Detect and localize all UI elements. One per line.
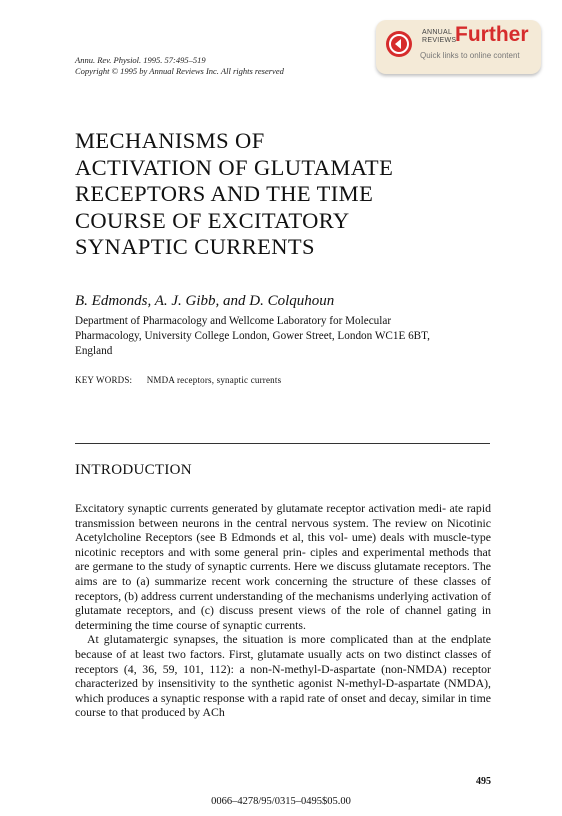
text-line: At glutamatergic synapses, the situation is more complicated than at the — [87, 632, 447, 647]
body-text — [75, 501, 491, 720]
page-number: 495 — [476, 776, 491, 787]
text-line: N-methyl-D-aspartate (NMDA), which produces a synaptic response with a — [75, 676, 492, 705]
annual-reviews-wordmark: ANNUAL REVIEWS — [422, 29, 457, 44]
text-line: ate rapid transmission between neurons in the central nervous system. The — [75, 501, 491, 530]
title-line: ACTIVATION OF GLUTAMATE — [75, 154, 394, 180]
title-line: SYNAPTIC CURRENTS — [75, 234, 315, 259]
journal-citation — [75, 55, 284, 77]
keywords-label: KEY WORDS: — [75, 375, 133, 385]
section-divider — [75, 443, 490, 444]
title-line: COURSE OF EXCITATORY — [75, 207, 350, 233]
footer-code: 0066–4278/95/0315–0495$05.00 — [211, 796, 351, 807]
annual-reviews-play-icon — [386, 31, 412, 57]
further-label: Further — [455, 23, 529, 46]
text-line: endplate because of at least two factors. First, glutamate usually acts on two — [75, 632, 492, 661]
paragraph — [75, 501, 491, 632]
text-line: Excitatory synaptic currents generated by glutamate receptor activation medi- — [75, 501, 447, 515]
text-line: distinct classes of receptors (4, 36, 59, 101, 112): a non-N-methyl-D-aspartate — [75, 646, 492, 676]
further-tagline: Quick links to online content — [420, 51, 520, 60]
authors: B. Edmonds, A. J. Gibb, and D. Colquhoun — [75, 293, 335, 309]
citation-line: Annu. Rev. Physiol. 1995. 57:495–519 — [75, 55, 206, 65]
text-line: receptors, and (c) discuss present views of the role of channel gating in — [126, 603, 491, 618]
text-line: recent work concerning the structure of these classes of receptors, (b) address — [75, 573, 491, 603]
section-heading: INTRODUCTION — [75, 462, 192, 478]
affiliation-line: England — [75, 345, 113, 357]
article-title — [75, 128, 495, 261]
keywords — [75, 375, 281, 385]
text-line: review on Nicotinic Acetylcholine Receptors (see B Edmonds et al, this vol- — [75, 515, 491, 545]
text-line: rapid rate of onset and decay, similar in time course to that produced by ACh — [75, 690, 491, 720]
text-line: (non-NMDA) receptor characterized by insensitivity to the synthetic agonist — [75, 661, 491, 691]
text-line: ciples and experimental methods that are germane to the study of synaptic — [75, 544, 491, 574]
text-line: determining the time course of synaptic currents. — [75, 617, 306, 632]
keywords-list: NMDA receptors, synaptic currents — [146, 375, 282, 385]
text-line: currents. Here we discuss glutamate receptors. The aims are to (a) summarize — [75, 559, 491, 588]
title-line: MECHANISMS OF — [75, 128, 265, 153]
further-banner[interactable] — [376, 20, 541, 74]
copyright-line: Copyright © 1995 by Annual Reviews Inc. All rights reserved — [75, 66, 284, 76]
title-line: RECEPTORS AND THE TIME — [75, 181, 374, 206]
paragraph — [75, 632, 491, 720]
affiliation-line: Department of Pharmacology and Wellcome Laboratory for Molecular — [75, 315, 392, 327]
text-line: current understanding of the mechanisms underlying activation of glutamate — [75, 588, 491, 618]
text-line: ume) deals with muscle-type nicotinic receptors and with some general prin- — [75, 530, 492, 559]
affiliation-line: Pharmacology, University College London, Gower Street, London WC1E 6BT, — [75, 330, 430, 342]
affiliation — [75, 314, 495, 359]
